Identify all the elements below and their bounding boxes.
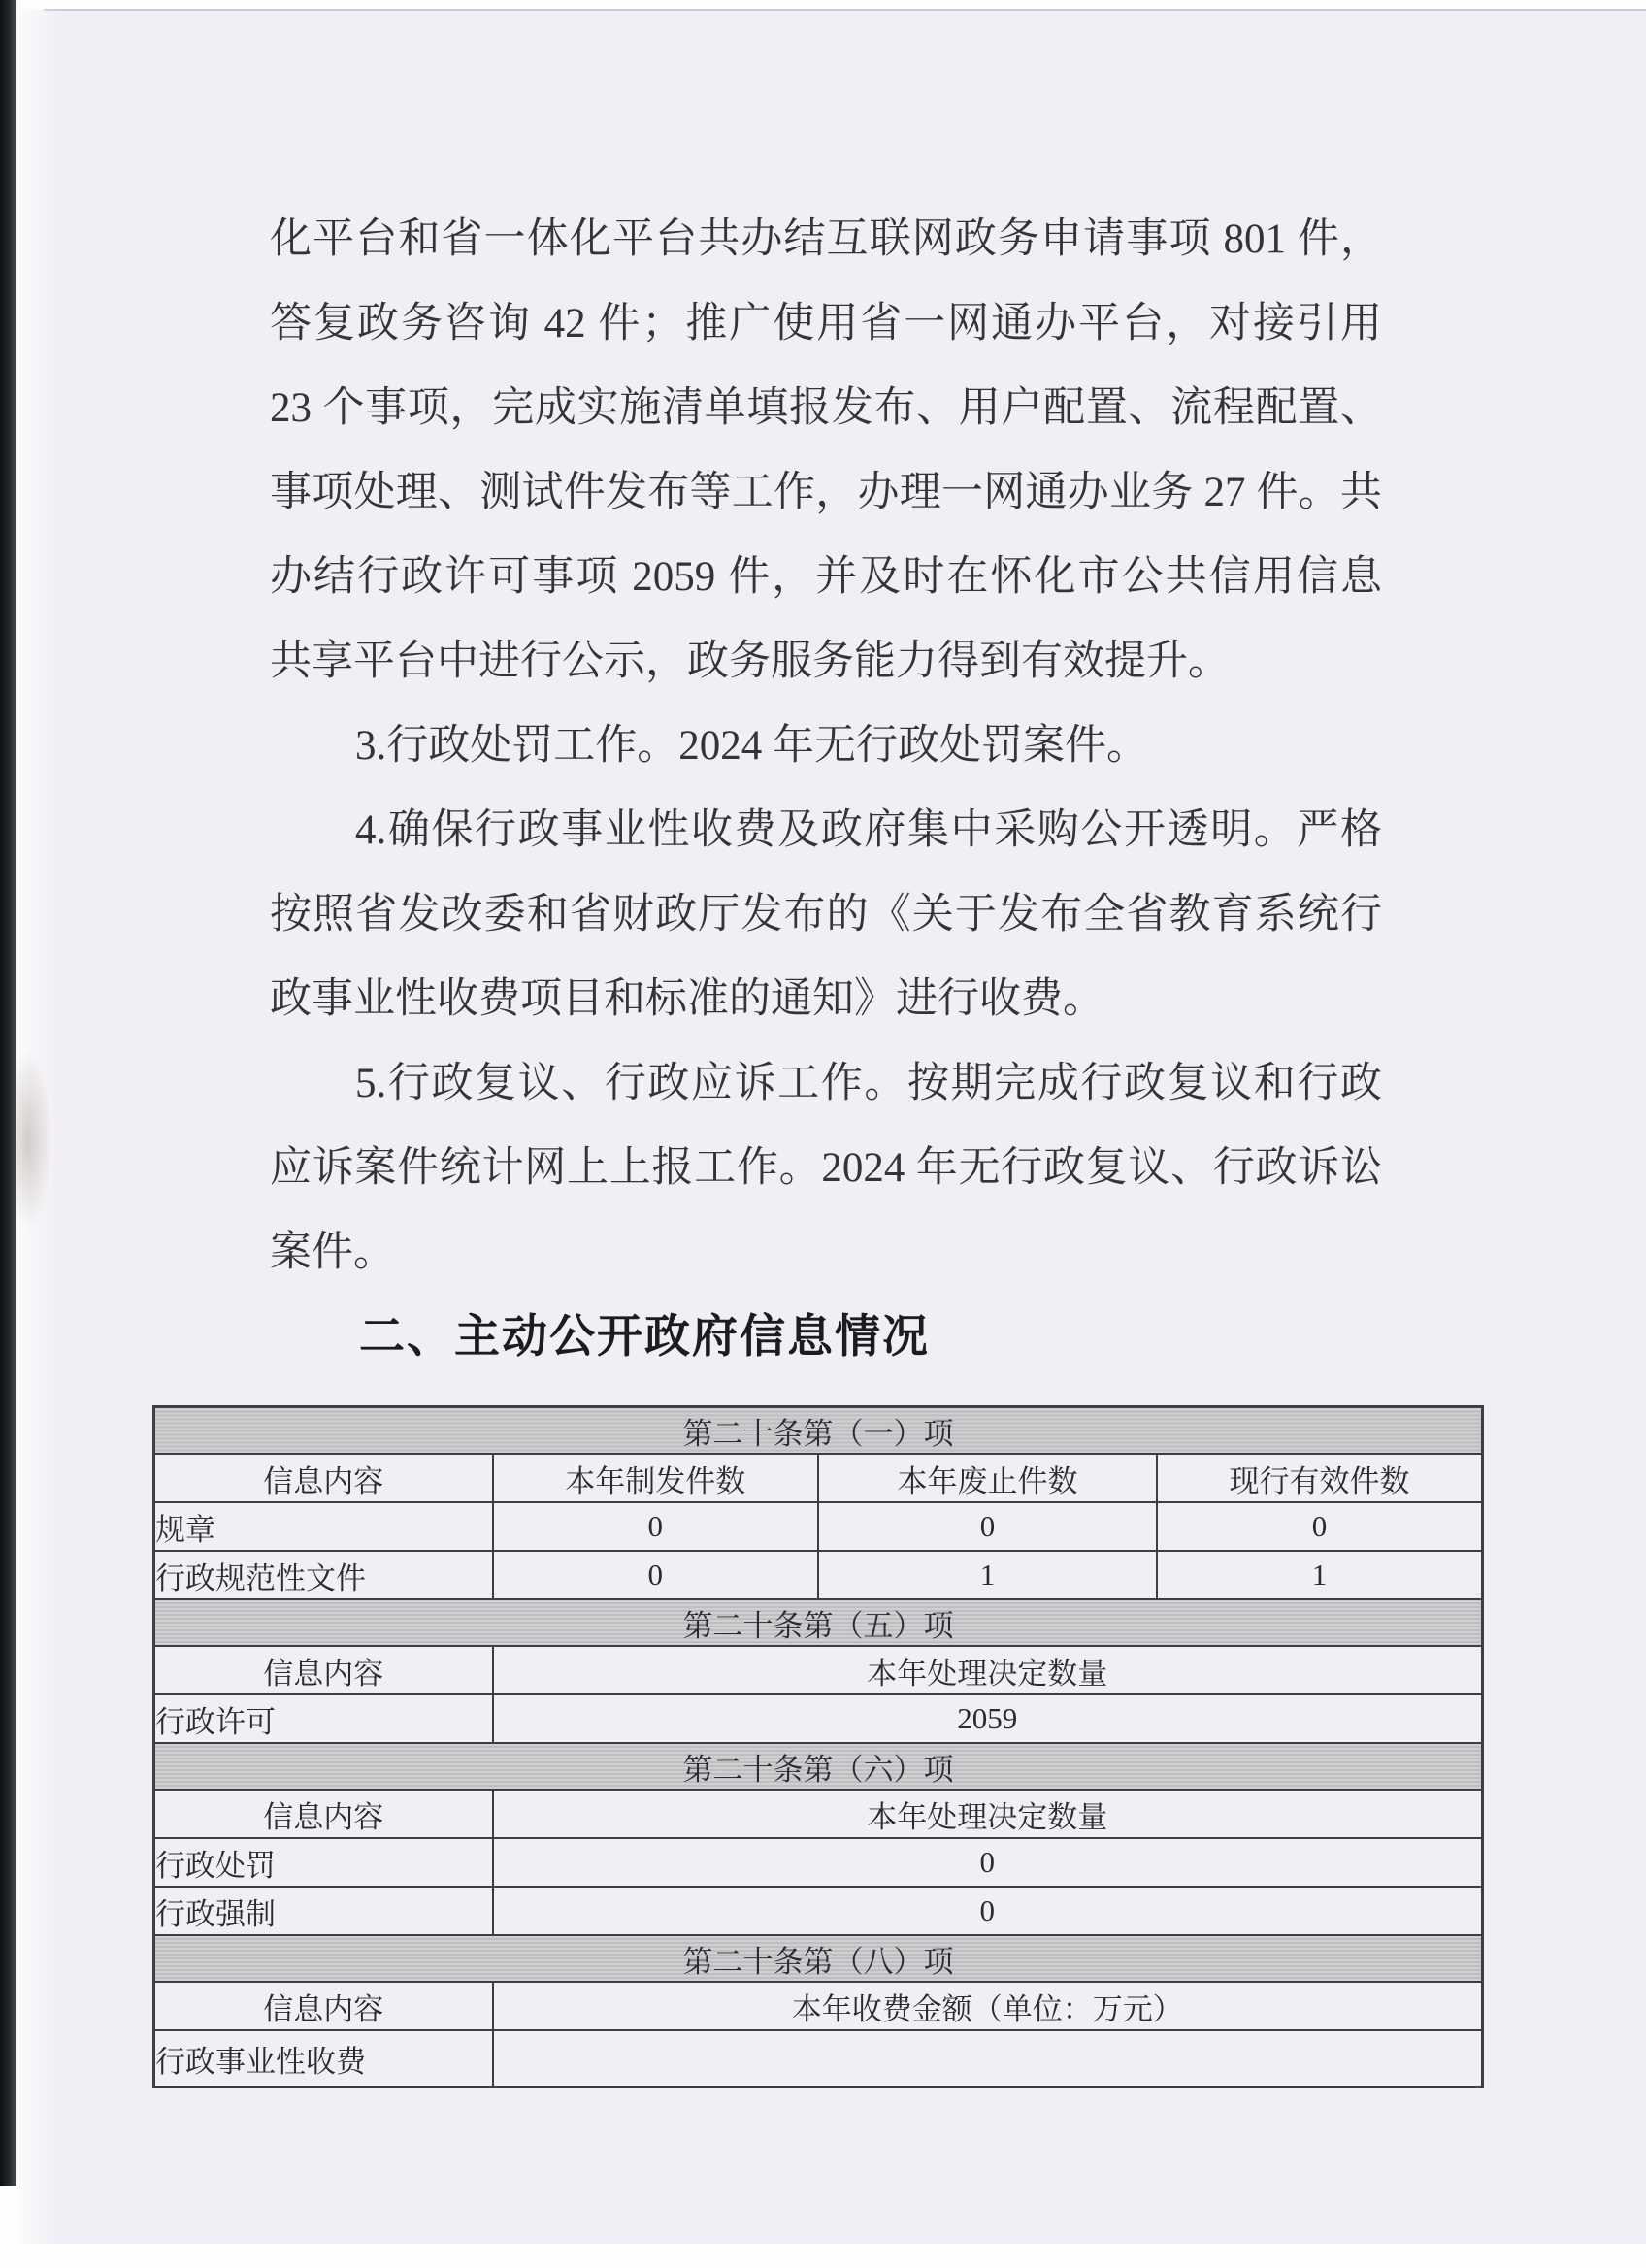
table-column-header: 现行有效件数 [1157, 1454, 1482, 1502]
body-text-line: 按照省发改委和省财政厅发布的《关于发布全省教育系统行 [270, 892, 1382, 937]
table-section-row [154, 1407, 1483, 1455]
table-row-label: 规章 [154, 1502, 493, 1551]
table-section-header: 第二十条第（六）项 [154, 1743, 1483, 1790]
table-section-row [154, 1599, 1483, 1646]
table-header-row [154, 1982, 1483, 2030]
body-text-line: 答复政务咨询 42 件；推广使用省一网通办平台，对接引用 [270, 301, 1382, 346]
scan-smudge [12, 1048, 52, 1233]
table-section-header: 第二十条第（五）项 [154, 1599, 1483, 1646]
table-cell-value: 1 [1157, 1551, 1482, 1599]
table-section-header: 第二十条第（一）项 [154, 1407, 1483, 1455]
scanner-bed-bottom [0, 2244, 1646, 2268]
body-text-line: 5.行政复议、行政应诉工作。按期完成行政复议和行政 [355, 1061, 1382, 1106]
table-column-header: 本年处理决定数量 [493, 1790, 1483, 1838]
table-row [154, 1887, 1483, 1935]
table-cell-value: 0 [493, 1838, 1483, 1887]
table-column-header: 信息内容 [154, 1790, 493, 1838]
table-column-header: 信息内容 [154, 1454, 493, 1502]
table-cell-value [493, 2030, 1483, 2087]
table-row-label: 行政事业性收费 [154, 2030, 493, 2087]
table-row-label: 行政规范性文件 [154, 1551, 493, 1599]
table-cell-value: 0 [1157, 1502, 1482, 1551]
table-cell-value: 0 [493, 1502, 818, 1551]
body-text-line: 化平台和省一体化平台共办结互联网政务申请事项 801 件， [270, 216, 1382, 262]
table-row [154, 2030, 1483, 2087]
table-section-header: 第二十条第（八）项 [154, 1935, 1483, 1982]
body-text-line: 事项处理、测试件发布等工作，办理一网通办业务 27 件。共 [270, 470, 1382, 515]
table-row [154, 1502, 1483, 1551]
body-text-line: 23 个事项，完成实施清单填报发布、用户配置、流程配置、 [270, 385, 1382, 431]
table-column-header: 本年废止件数 [818, 1454, 1157, 1502]
table-row [154, 1551, 1483, 1599]
body-text-line: 4.确保行政事业性收费及政府集中采购公开透明。严格 [355, 807, 1382, 853]
table-column-header: 信息内容 [154, 1646, 493, 1694]
disclosure-table [152, 1405, 1484, 2088]
table-cell-value: 0 [493, 1551, 818, 1599]
table-cell-value: 2059 [493, 1694, 1483, 1743]
table-row [154, 1838, 1483, 1887]
body-text-line: 共享平台中进行公示，政务服务能力得到有效提升。 [270, 639, 1230, 684]
body-text-line: 政事业性收费项目和标准的通知》进行收费。 [270, 976, 1104, 1022]
table-column-header: 本年收费金额（单位：万元） [493, 1982, 1483, 2030]
table-column-header: 本年处理决定数量 [493, 1646, 1483, 1694]
table-cell-value: 0 [493, 1887, 1483, 1935]
body-text-line: 案件。 [270, 1230, 395, 1275]
table-row-label: 行政许可 [154, 1694, 493, 1743]
table-cell-value: 0 [818, 1502, 1157, 1551]
table-row-label: 行政处罚 [154, 1838, 493, 1887]
table-header-row [154, 1454, 1483, 1502]
page-edge-line [44, 9, 1646, 11]
table-column-header: 信息内容 [154, 1982, 493, 2030]
body-text-line: 办结行政许可事项 2059 件，并及时在怀化市公共信用信息 [270, 554, 1382, 600]
table-row [154, 1694, 1483, 1743]
body-text-line: 3.行政处罚工作。2024 年无行政处罚案件。 [355, 723, 1148, 769]
table-section-row [154, 1743, 1483, 1790]
table-header-row [154, 1790, 1483, 1838]
section-heading: 二、主动公开政府信息情况 [359, 1310, 930, 1362]
table-header-row [154, 1646, 1483, 1694]
table-row-label: 行政强制 [154, 1887, 493, 1935]
scanner-edge-strip [0, 0, 16, 2186]
table-cell-value: 1 [818, 1551, 1157, 1599]
table-column-header: 本年制发件数 [493, 1454, 818, 1502]
document-body [270, 197, 1382, 1368]
table-section-row [154, 1935, 1483, 1982]
body-text-line: 应诉案件统计网上上报工作。2024 年无行政复议、行政诉讼 [270, 1145, 1382, 1191]
